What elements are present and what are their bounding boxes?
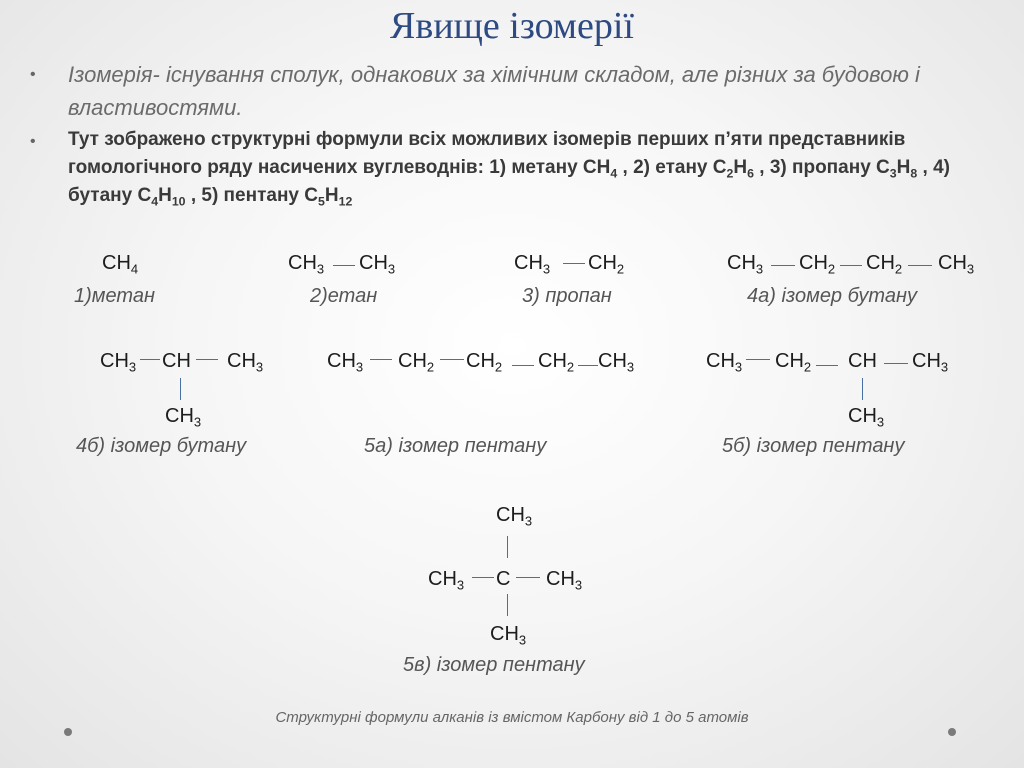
caption-pentane-b: 5б) ізомер пентану (722, 435, 905, 457)
formula-isopentane: $CH_2$ (775, 350, 812, 375)
bond-line (862, 378, 863, 400)
bond-line (180, 378, 181, 400)
bond-line (816, 365, 838, 366)
formula-ethane: $CH_3$ (288, 252, 325, 277)
decorative-dot (64, 728, 72, 736)
formula-pentane-a: $CH_2$ (398, 350, 435, 375)
formula-neopentane: C (496, 568, 511, 590)
bond-line (578, 365, 598, 366)
bullet-marker: • (30, 133, 36, 150)
formula-isobutane: $CH_3$ (100, 350, 137, 375)
formula-pentane-a: $CH_2$ (466, 350, 503, 375)
bond-line (563, 263, 585, 264)
formula-isobutane: CH (162, 350, 191, 372)
description-paragraph: Тут зображено структурні формули всіх можливих ізомерів перших п’яти представників гомологічного ряду насичених вуглеводнів: 1) метану $CH_4$ , 2) етану $C_2H_6$ , 3) пропану $C_3H_8$ , 4) бутану $C_4H_{10}$ , 5) пентану $C_5H_{12}$ (68, 129, 950, 209)
bullet-marker: • (30, 66, 36, 83)
formula-pentane-a: $CH_3$ (598, 350, 635, 375)
bond-line (908, 265, 932, 266)
slide-title: Явище ізомерії (390, 5, 634, 47)
decorative-dot (948, 728, 956, 736)
bond-line (516, 577, 540, 578)
formula-methane: $CH_4$ (102, 252, 139, 277)
formula-isobutane: $CH_3$ (165, 405, 202, 430)
definition-paragraph: Ізомерія- існування сполук, однакових за хімічним складом, але різних за будовою і властивостями. (68, 62, 920, 120)
caption-ethane: 2)етан (310, 285, 378, 307)
formula-pentane-a: $CH_2$ (538, 350, 575, 375)
formula-isopentane: $CH_3$ (848, 405, 885, 430)
bond-line (512, 365, 534, 366)
formula-ethane: $CH_3$ (359, 252, 396, 277)
bond-line (333, 265, 355, 266)
caption-butane-b: 4б) ізомер бутану (76, 435, 247, 457)
formula-pentane-a: $CH_3$ (327, 350, 364, 375)
formula-propane: $CH_2$ (588, 252, 625, 277)
formula-propane: $CH_3$ (514, 252, 551, 277)
bond-line (507, 594, 508, 616)
formula-neopentane: $CH_3$ (496, 504, 533, 529)
formula-butane-a: $CH_3$ (938, 252, 975, 277)
caption-butane-a: 4а) ізомер бутану (747, 285, 917, 307)
bond-line (746, 359, 770, 360)
caption-pentane-v: 5в) ізомер пентану (403, 654, 585, 676)
bond-line (140, 359, 160, 360)
caption-methane: 1)метан (74, 285, 155, 307)
formula-butane-a: $CH_2$ (866, 252, 903, 277)
formula-isopentane: $CH_3$ (912, 350, 949, 375)
bond-line (840, 265, 862, 266)
formula-neopentane: $CH_3$ (490, 623, 527, 648)
bond-line (440, 359, 464, 360)
formula-butane-a: $CH_2$ (799, 252, 836, 277)
formula-isopentane: CH (848, 350, 877, 372)
formula-neopentane: $CH_3$ (428, 568, 465, 593)
bond-line (884, 363, 908, 364)
bond-line (507, 536, 508, 558)
formula-isobutane: $CH_3$ (227, 350, 264, 375)
bond-line (196, 359, 218, 360)
bond-line (370, 359, 392, 360)
footer-caption: Структурні формули алканів із вмістом Карбону від 1 до 5 атомів (275, 709, 749, 726)
formula-butane-a: $CH_3$ (727, 252, 764, 277)
bond-line (472, 577, 494, 578)
bond-line (771, 265, 795, 266)
formula-neopentane: $CH_3$ (546, 568, 583, 593)
formula-isopentane: $CH_3$ (706, 350, 743, 375)
caption-propane: 3) пропан (522, 285, 612, 307)
caption-pentane-a: 5а) ізомер пентану (364, 435, 547, 457)
